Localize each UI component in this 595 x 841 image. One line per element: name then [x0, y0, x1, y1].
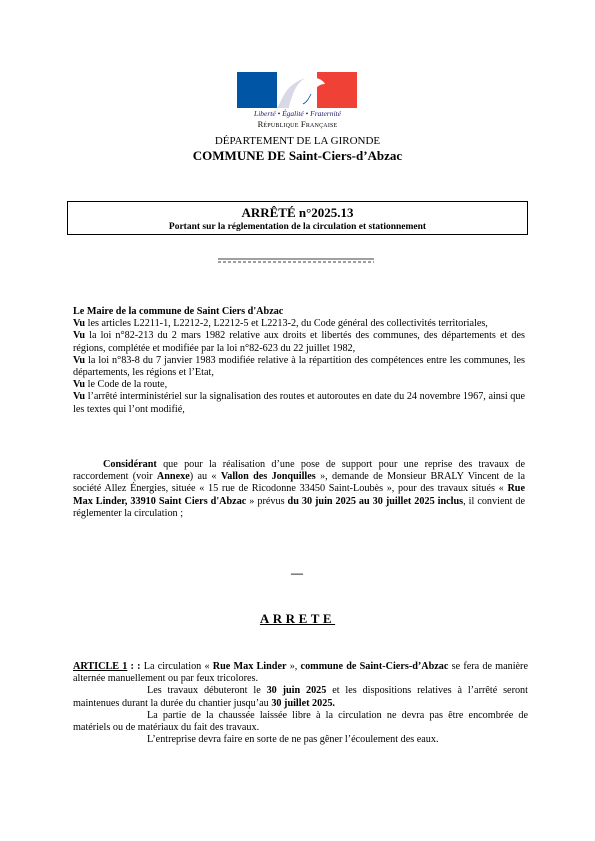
commune-name: COMMUNE DE Saint-Ciers-d’Abzac [192, 148, 403, 163]
department-name: DÉPARTEMENT DE LA GIRONDE [214, 135, 381, 147]
article-1-label: ARTICLE 1 [73, 661, 128, 672]
section-dash: — [291, 566, 303, 580]
decree-subtitle: Portant sur la réglementation de la circulation et stationnement [168, 222, 427, 232]
decree-title: ARRÊTÉ n°2025.13 [241, 205, 354, 220]
motto: Liberté • Égalité • Fraternité [254, 109, 341, 118]
decree-heading: ARRETE [259, 611, 336, 626]
decree-title-box [67, 201, 528, 235]
preamble-vu-3: Vu la loi n°83-8 du 7 janvier 1983 modifiée relative à la répartition des compétences entre les communes, les départements, les régions et l’Etat, [73, 354, 525, 379]
preamble [73, 306, 525, 416]
article-1: ARTICLE 1 : : La circulation « Rue Max Linder », commune de Saint-Ciers-d’Abzac se fera de manière alternée manuellement ou par feux tricolores. Les travaux débuteront le 30 juin 2025 et les dispositions relatives à l’arrêté seront maintenues durant la durée du chantier jusqu’au 30 juillet 2025. La partie de la chaussée laissée libre à la circulation ne devra pas être encombrée de matériels ou de matériaux du fait des travaux. L’entreprise devra faire en sorte de ne pas gêner l’écoulement des eaux. [73, 661, 528, 746]
preamble-heading: Le Maire de la commune de Saint Ciers d'Abzac [73, 306, 284, 317]
preamble-vu-5: Vu l’arrêté interministériel sur la signalisation des routes et autoroutes en date du 24 novembre 1967, ainsi que les textes qui l’ont modifié, [73, 391, 525, 415]
preamble-vu-4: Vu le Code de la route, [73, 379, 168, 391]
marianne-logo-icon [237, 72, 357, 108]
preamble-vu-1: Vu les articles L2211-1, L2212-2, L2212-5 et L2213-2, du Code général des collectivités territoriales, [73, 318, 488, 330]
republic-name: République Française [257, 119, 338, 129]
considering-paragraph: Considérant que pour la réalisation d’une pose de support pour une reprise des travaux de raccordement (voir Annexe) au « Vallon des Jonquilles », demande de Monsieur BRALY Vincent de la société Allez Énergies, située « 15 rue de Ricodonne 33450 Saint-Loubès », pour des travaux situés « Rue Max Linder, 33910 Saint Ciers d'Abzac » prévus du 30 juin 2025 au 30 juillet 2025 inclus, il convient de réglementer la circulation ; [73, 459, 526, 519]
separator-line [218, 258, 374, 264]
preamble-vu-2: Vu la loi n°82-213 du 2 mars 1982 relative aux droits et libertés des communes, des départements et des régions, complétée et modifiée par la loi n°82-623 du 22 juillet 1982, [73, 330, 525, 354]
